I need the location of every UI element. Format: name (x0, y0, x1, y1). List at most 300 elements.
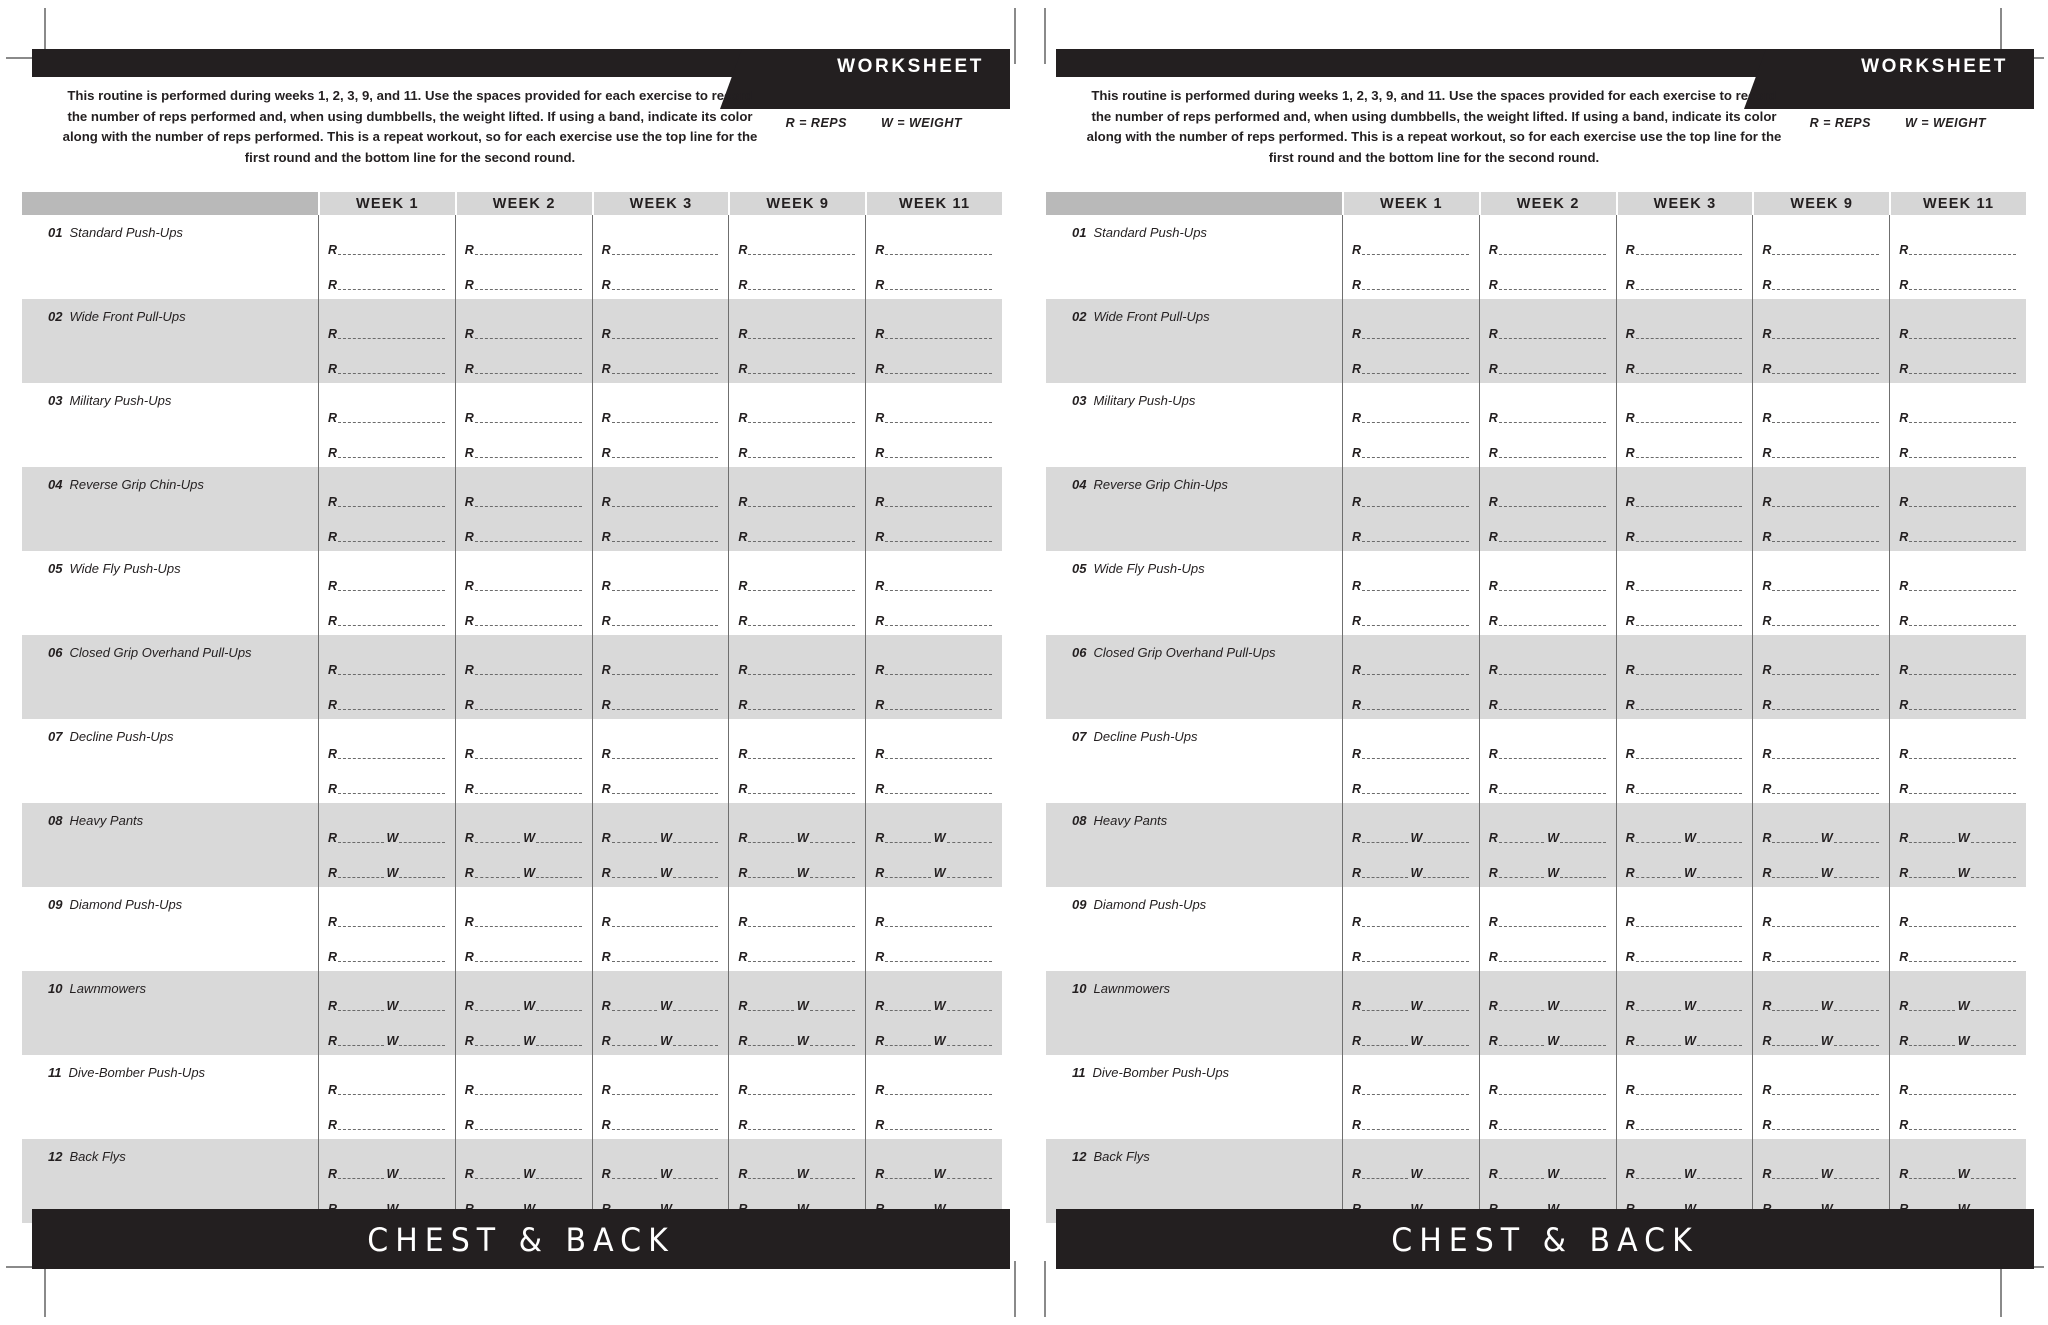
entry-line-round-1[interactable] (1352, 243, 1469, 256)
entry-line-round-1[interactable] (875, 495, 992, 508)
entry-cell-week-1[interactable] (1342, 719, 1479, 803)
entry-cell-week-2[interactable] (455, 635, 592, 719)
entry-cell-week-1[interactable] (1342, 299, 1479, 383)
entry-line-round-1[interactable] (1899, 243, 2016, 256)
entry-line-round-2[interactable] (1899, 866, 2016, 879)
entry-line-round-1[interactable] (1899, 915, 2016, 928)
entry-cell-week-4[interactable] (728, 215, 865, 299)
weight-input-line[interactable] (399, 999, 444, 1011)
entry-line-round-2[interactable] (1762, 362, 1879, 375)
entry-line-round-1[interactable] (875, 579, 992, 592)
reps-input-line[interactable] (1636, 411, 1743, 423)
entry-cell-week-3[interactable] (592, 1055, 729, 1139)
reps-input-line[interactable] (475, 1118, 582, 1130)
entry-line-round-1[interactable] (1489, 411, 1606, 424)
reps-input-line[interactable] (1772, 831, 1817, 843)
weight-input-line[interactable] (1697, 1034, 1742, 1046)
entry-line-round-2[interactable] (602, 782, 719, 795)
reps-input-line[interactable] (612, 663, 719, 675)
weight-input-line[interactable] (810, 831, 855, 843)
entry-cell-week-5[interactable] (865, 383, 1002, 467)
weight-input-line[interactable] (1697, 999, 1742, 1011)
reps-input-line[interactable] (338, 495, 445, 507)
entry-line-round-1[interactable] (738, 579, 855, 592)
entry-line-round-1[interactable] (1626, 1083, 1743, 1096)
entry-line-round-1[interactable] (1899, 411, 2016, 424)
reps-input-line[interactable] (1772, 999, 1817, 1011)
entry-line-round-2[interactable] (1899, 446, 2016, 459)
entry-line-round-1[interactable] (465, 411, 582, 424)
entry-line-round-2[interactable] (738, 866, 855, 879)
reps-input-line[interactable] (1362, 999, 1407, 1011)
reps-input-line[interactable] (1636, 1167, 1681, 1179)
entry-cell-week-4[interactable] (728, 803, 865, 887)
entry-line-round-2[interactable] (465, 698, 582, 711)
entry-line-round-1[interactable] (1899, 579, 2016, 592)
reps-input-line[interactable] (338, 950, 445, 962)
entry-line-round-1[interactable] (602, 495, 719, 508)
reps-input-line[interactable] (748, 1034, 793, 1046)
entry-cell-week-4[interactable] (1752, 887, 1889, 971)
entry-line-round-1[interactable] (738, 327, 855, 340)
entry-line-round-1[interactable] (328, 1083, 445, 1096)
reps-input-line[interactable] (1636, 999, 1681, 1011)
weight-input-line[interactable] (673, 1167, 718, 1179)
reps-input-line[interactable] (1499, 915, 1606, 927)
reps-input-line[interactable] (1909, 362, 2016, 374)
entry-line-round-1[interactable] (465, 999, 582, 1012)
reps-input-line[interactable] (1909, 866, 1954, 878)
weight-input-line[interactable] (1423, 1034, 1468, 1046)
reps-input-line[interactable] (1909, 1083, 2016, 1095)
entry-line-round-2[interactable] (1899, 530, 2016, 543)
reps-input-line[interactable] (885, 327, 992, 339)
reps-input-line[interactable] (1772, 1034, 1817, 1046)
entry-line-round-2[interactable] (738, 698, 855, 711)
entry-line-round-2[interactable] (1489, 446, 1606, 459)
reps-input-line[interactable] (748, 915, 855, 927)
reps-input-line[interactable] (1772, 579, 1879, 591)
reps-input-line[interactable] (475, 866, 520, 878)
entry-line-round-2[interactable] (328, 530, 445, 543)
reps-input-line[interactable] (1636, 1034, 1681, 1046)
reps-input-line[interactable] (338, 1034, 383, 1046)
reps-input-line[interactable] (1909, 999, 1954, 1011)
entry-line-round-2[interactable] (1899, 950, 2016, 963)
reps-input-line[interactable] (748, 782, 855, 794)
reps-input-line[interactable] (475, 1167, 520, 1179)
entry-line-round-1[interactable] (1489, 1167, 1606, 1180)
weight-input-line[interactable] (810, 999, 855, 1011)
reps-input-line[interactable] (1362, 782, 1469, 794)
reps-input-line[interactable] (338, 243, 445, 255)
reps-input-line[interactable] (475, 663, 582, 675)
entry-line-round-2[interactable] (1489, 362, 1606, 375)
entry-line-round-2[interactable] (1489, 782, 1606, 795)
reps-input-line[interactable] (1772, 327, 1879, 339)
entry-line-round-1[interactable] (1626, 579, 1743, 592)
reps-input-line[interactable] (338, 530, 445, 542)
entry-line-round-2[interactable] (875, 1034, 992, 1047)
reps-input-line[interactable] (1636, 747, 1743, 759)
reps-input-line[interactable] (612, 243, 719, 255)
entry-cell-week-2[interactable] (1479, 1055, 1616, 1139)
reps-input-line[interactable] (338, 782, 445, 794)
entry-cell-week-3[interactable] (1616, 719, 1753, 803)
entry-line-round-1[interactable] (465, 663, 582, 676)
reps-input-line[interactable] (475, 831, 520, 843)
entry-line-round-1[interactable] (1489, 915, 1606, 928)
reps-input-line[interactable] (1909, 1034, 1954, 1046)
entry-line-round-2[interactable] (875, 446, 992, 459)
entry-line-round-2[interactable] (1489, 530, 1606, 543)
entry-cell-week-3[interactable] (592, 803, 729, 887)
reps-input-line[interactable] (748, 614, 855, 626)
entry-cell-week-1[interactable] (318, 803, 455, 887)
reps-input-line[interactable] (612, 446, 719, 458)
entry-cell-week-3[interactable] (1616, 1055, 1753, 1139)
entry-line-round-1[interactable] (328, 915, 445, 928)
entry-line-round-1[interactable] (602, 1083, 719, 1096)
entry-line-round-2[interactable] (1626, 1118, 1743, 1131)
weight-input-line[interactable] (1697, 831, 1742, 843)
entry-line-round-2[interactable] (1626, 362, 1743, 375)
entry-line-round-2[interactable] (328, 362, 445, 375)
entry-cell-week-5[interactable] (865, 551, 1002, 635)
entry-cell-week-2[interactable] (1479, 971, 1616, 1055)
reps-input-line[interactable] (1909, 747, 2016, 759)
weight-input-line[interactable] (1834, 831, 1879, 843)
entry-cell-week-4[interactable] (1752, 971, 1889, 1055)
entry-line-round-2[interactable] (465, 530, 582, 543)
weight-input-line[interactable] (1560, 1034, 1605, 1046)
entry-line-round-2[interactable] (1489, 1034, 1606, 1047)
entry-line-round-2[interactable] (465, 782, 582, 795)
entry-line-round-2[interactable] (875, 1118, 992, 1131)
entry-line-round-1[interactable] (875, 1083, 992, 1096)
reps-input-line[interactable] (748, 950, 855, 962)
entry-line-round-1[interactable] (875, 663, 992, 676)
reps-input-line[interactable] (1636, 579, 1743, 591)
entry-cell-week-1[interactable] (1342, 971, 1479, 1055)
entry-cell-week-4[interactable] (1752, 803, 1889, 887)
reps-input-line[interactable] (1909, 915, 2016, 927)
entry-line-round-1[interactable] (1352, 831, 1469, 844)
reps-input-line[interactable] (612, 1083, 719, 1095)
reps-input-line[interactable] (1772, 866, 1817, 878)
entry-cell-week-2[interactable] (455, 215, 592, 299)
entry-line-round-2[interactable] (875, 782, 992, 795)
reps-input-line[interactable] (885, 663, 992, 675)
entry-cell-week-4[interactable] (1752, 383, 1889, 467)
entry-line-round-1[interactable] (602, 747, 719, 760)
reps-input-line[interactable] (1772, 243, 1879, 255)
entry-cell-week-1[interactable] (318, 887, 455, 971)
entry-line-round-1[interactable] (875, 915, 992, 928)
entry-line-round-1[interactable] (1762, 663, 1879, 676)
entry-line-round-2[interactable] (602, 698, 719, 711)
entry-line-round-2[interactable] (1762, 446, 1879, 459)
entry-line-round-1[interactable] (1626, 327, 1743, 340)
entry-line-round-1[interactable] (602, 1167, 719, 1180)
reps-input-line[interactable] (612, 915, 719, 927)
entry-line-round-1[interactable] (1899, 327, 2016, 340)
entry-line-round-2[interactable] (1352, 698, 1469, 711)
entry-line-round-1[interactable] (465, 1083, 582, 1096)
reps-input-line[interactable] (1772, 663, 1879, 675)
weight-input-line[interactable] (947, 866, 992, 878)
entry-line-round-1[interactable] (328, 999, 445, 1012)
entry-cell-week-2[interactable] (455, 971, 592, 1055)
reps-input-line[interactable] (748, 1118, 855, 1130)
reps-input-line[interactable] (612, 1034, 657, 1046)
entry-cell-week-3[interactable] (592, 551, 729, 635)
reps-input-line[interactable] (1909, 782, 2016, 794)
reps-input-line[interactable] (475, 530, 582, 542)
entry-line-round-2[interactable] (1489, 866, 1606, 879)
reps-input-line[interactable] (338, 614, 445, 626)
entry-line-round-2[interactable] (1899, 782, 2016, 795)
entry-cell-week-2[interactable] (1479, 299, 1616, 383)
reps-input-line[interactable] (1499, 495, 1606, 507)
entry-cell-week-5[interactable] (1889, 887, 2026, 971)
reps-input-line[interactable] (475, 782, 582, 794)
reps-input-line[interactable] (1636, 782, 1743, 794)
entry-line-round-2[interactable] (1626, 530, 1743, 543)
entry-line-round-1[interactable] (1489, 327, 1606, 340)
reps-input-line[interactable] (1499, 1167, 1544, 1179)
reps-input-line[interactable] (748, 579, 855, 591)
reps-input-line[interactable] (1636, 663, 1743, 675)
reps-input-line[interactable] (1636, 831, 1681, 843)
entry-cell-week-1[interactable] (1342, 467, 1479, 551)
entry-cell-week-5[interactable] (1889, 383, 2026, 467)
entry-cell-week-3[interactable] (1616, 215, 1753, 299)
entry-cell-week-1[interactable] (1342, 635, 1479, 719)
reps-input-line[interactable] (1499, 411, 1606, 423)
entry-line-round-1[interactable] (1762, 831, 1879, 844)
entry-line-round-1[interactable] (1899, 1167, 2016, 1180)
weight-input-line[interactable] (536, 831, 581, 843)
entry-line-round-1[interactable] (1626, 831, 1743, 844)
reps-input-line[interactable] (338, 446, 445, 458)
reps-input-line[interactable] (1362, 1083, 1469, 1095)
entry-line-round-2[interactable] (1762, 698, 1879, 711)
entry-cell-week-4[interactable] (728, 383, 865, 467)
reps-input-line[interactable] (475, 999, 520, 1011)
weight-input-line[interactable] (1834, 999, 1879, 1011)
reps-input-line[interactable] (1909, 698, 2016, 710)
entry-line-round-1[interactable] (1352, 999, 1469, 1012)
reps-input-line[interactable] (1499, 278, 1606, 290)
entry-line-round-1[interactable] (465, 747, 582, 760)
entry-cell-week-4[interactable] (728, 551, 865, 635)
reps-input-line[interactable] (1636, 530, 1743, 542)
reps-input-line[interactable] (1636, 915, 1743, 927)
reps-input-line[interactable] (612, 495, 719, 507)
weight-input-line[interactable] (1560, 1167, 1605, 1179)
reps-input-line[interactable] (885, 530, 992, 542)
entry-line-round-2[interactable] (1626, 866, 1743, 879)
reps-input-line[interactable] (885, 831, 930, 843)
entry-line-round-2[interactable] (1762, 782, 1879, 795)
reps-input-line[interactable] (338, 411, 445, 423)
entry-line-round-1[interactable] (875, 243, 992, 256)
reps-input-line[interactable] (885, 950, 992, 962)
entry-line-round-1[interactable] (602, 579, 719, 592)
entry-line-round-2[interactable] (738, 1118, 855, 1131)
entry-line-round-2[interactable] (602, 1118, 719, 1131)
entry-line-round-2[interactable] (602, 278, 719, 291)
entry-line-round-1[interactable] (1489, 579, 1606, 592)
reps-input-line[interactable] (475, 446, 582, 458)
entry-cell-week-3[interactable] (1616, 299, 1753, 383)
entry-line-round-2[interactable] (1352, 782, 1469, 795)
reps-input-line[interactable] (748, 747, 855, 759)
entry-cell-week-4[interactable] (728, 1055, 865, 1139)
reps-input-line[interactable] (475, 747, 582, 759)
entry-line-round-1[interactable] (1352, 1083, 1469, 1096)
entry-cell-week-2[interactable] (455, 467, 592, 551)
reps-input-line[interactable] (612, 866, 657, 878)
entry-line-round-1[interactable] (875, 999, 992, 1012)
weight-input-line[interactable] (947, 999, 992, 1011)
reps-input-line[interactable] (1772, 1167, 1817, 1179)
entry-cell-week-2[interactable] (1479, 467, 1616, 551)
entry-line-round-1[interactable] (1899, 663, 2016, 676)
entry-line-round-2[interactable] (1762, 530, 1879, 543)
reps-input-line[interactable] (1362, 866, 1407, 878)
entry-line-round-2[interactable] (1352, 866, 1469, 879)
entry-line-round-1[interactable] (738, 915, 855, 928)
entry-line-round-2[interactable] (875, 278, 992, 291)
entry-line-round-1[interactable] (602, 663, 719, 676)
reps-input-line[interactable] (1636, 1118, 1743, 1130)
entry-line-round-1[interactable] (1352, 411, 1469, 424)
entry-line-round-1[interactable] (1626, 747, 1743, 760)
entry-line-round-1[interactable] (1626, 999, 1743, 1012)
weight-input-line[interactable] (947, 1167, 992, 1179)
entry-line-round-2[interactable] (602, 362, 719, 375)
entry-cell-week-4[interactable] (728, 887, 865, 971)
reps-input-line[interactable] (885, 362, 992, 374)
entry-line-round-1[interactable] (738, 411, 855, 424)
reps-input-line[interactable] (1499, 782, 1606, 794)
entry-cell-week-2[interactable] (1479, 719, 1616, 803)
entry-line-round-2[interactable] (465, 1118, 582, 1131)
reps-input-line[interactable] (338, 698, 445, 710)
entry-cell-week-4[interactable] (728, 299, 865, 383)
weight-input-line[interactable] (399, 1034, 444, 1046)
reps-input-line[interactable] (612, 411, 719, 423)
reps-input-line[interactable] (1772, 278, 1879, 290)
reps-input-line[interactable] (885, 1118, 992, 1130)
reps-input-line[interactable] (1499, 327, 1606, 339)
reps-input-line[interactable] (1772, 495, 1879, 507)
reps-input-line[interactable] (885, 278, 992, 290)
entry-line-round-1[interactable] (465, 327, 582, 340)
reps-input-line[interactable] (885, 411, 992, 423)
entry-cell-week-5[interactable] (1889, 467, 2026, 551)
entry-line-round-2[interactable] (328, 950, 445, 963)
reps-input-line[interactable] (475, 495, 582, 507)
entry-cell-week-3[interactable] (592, 467, 729, 551)
reps-input-line[interactable] (748, 1083, 855, 1095)
entry-line-round-2[interactable] (738, 446, 855, 459)
reps-input-line[interactable] (885, 614, 992, 626)
reps-input-line[interactable] (1636, 698, 1743, 710)
entry-line-round-1[interactable] (1352, 915, 1469, 928)
reps-input-line[interactable] (1772, 1083, 1879, 1095)
reps-input-line[interactable] (1362, 411, 1469, 423)
entry-cell-week-1[interactable] (318, 299, 455, 383)
entry-line-round-2[interactable] (465, 362, 582, 375)
reps-input-line[interactable] (612, 950, 719, 962)
entry-line-round-1[interactable] (1626, 243, 1743, 256)
reps-input-line[interactable] (612, 698, 719, 710)
reps-input-line[interactable] (885, 1167, 930, 1179)
reps-input-line[interactable] (1499, 950, 1606, 962)
reps-input-line[interactable] (1362, 831, 1407, 843)
reps-input-line[interactable] (1362, 362, 1469, 374)
reps-input-line[interactable] (1362, 530, 1469, 542)
entry-cell-week-2[interactable] (1479, 551, 1616, 635)
entry-line-round-1[interactable] (875, 747, 992, 760)
entry-cell-week-1[interactable] (318, 467, 455, 551)
reps-input-line[interactable] (475, 362, 582, 374)
entry-cell-week-5[interactable] (865, 719, 1002, 803)
entry-line-round-1[interactable] (602, 411, 719, 424)
reps-input-line[interactable] (1499, 698, 1606, 710)
entry-cell-week-3[interactable] (592, 719, 729, 803)
reps-input-line[interactable] (1636, 614, 1743, 626)
reps-input-line[interactable] (748, 411, 855, 423)
weight-input-line[interactable] (399, 1167, 444, 1179)
entry-line-round-2[interactable] (465, 1034, 582, 1047)
entry-cell-week-1[interactable] (1342, 551, 1479, 635)
entry-line-round-2[interactable] (738, 362, 855, 375)
entry-cell-week-2[interactable] (455, 1055, 592, 1139)
entry-cell-week-1[interactable] (1342, 383, 1479, 467)
entry-cell-week-2[interactable] (455, 803, 592, 887)
weight-input-line[interactable] (1971, 999, 2016, 1011)
reps-input-line[interactable] (1362, 579, 1469, 591)
entry-cell-week-3[interactable] (1616, 467, 1753, 551)
entry-cell-week-1[interactable] (318, 635, 455, 719)
entry-line-round-2[interactable] (465, 446, 582, 459)
entry-cell-week-5[interactable] (865, 299, 1002, 383)
reps-input-line[interactable] (1909, 663, 2016, 675)
entry-line-round-1[interactable] (1489, 663, 1606, 676)
entry-cell-week-5[interactable] (1889, 635, 2026, 719)
reps-input-line[interactable] (338, 866, 383, 878)
entry-line-round-1[interactable] (738, 1167, 855, 1180)
reps-input-line[interactable] (1499, 530, 1606, 542)
entry-line-round-2[interactable] (1489, 614, 1606, 627)
entry-cell-week-1[interactable] (318, 719, 455, 803)
entry-line-round-2[interactable] (1352, 446, 1469, 459)
entry-line-round-2[interactable] (602, 950, 719, 963)
reps-input-line[interactable] (612, 362, 719, 374)
reps-input-line[interactable] (1362, 915, 1469, 927)
reps-input-line[interactable] (1362, 1118, 1469, 1130)
entry-line-round-2[interactable] (875, 362, 992, 375)
entry-cell-week-4[interactable] (1752, 635, 1889, 719)
reps-input-line[interactable] (748, 530, 855, 542)
reps-input-line[interactable] (1362, 614, 1469, 626)
weight-input-line[interactable] (399, 866, 444, 878)
entry-line-round-1[interactable] (1626, 663, 1743, 676)
